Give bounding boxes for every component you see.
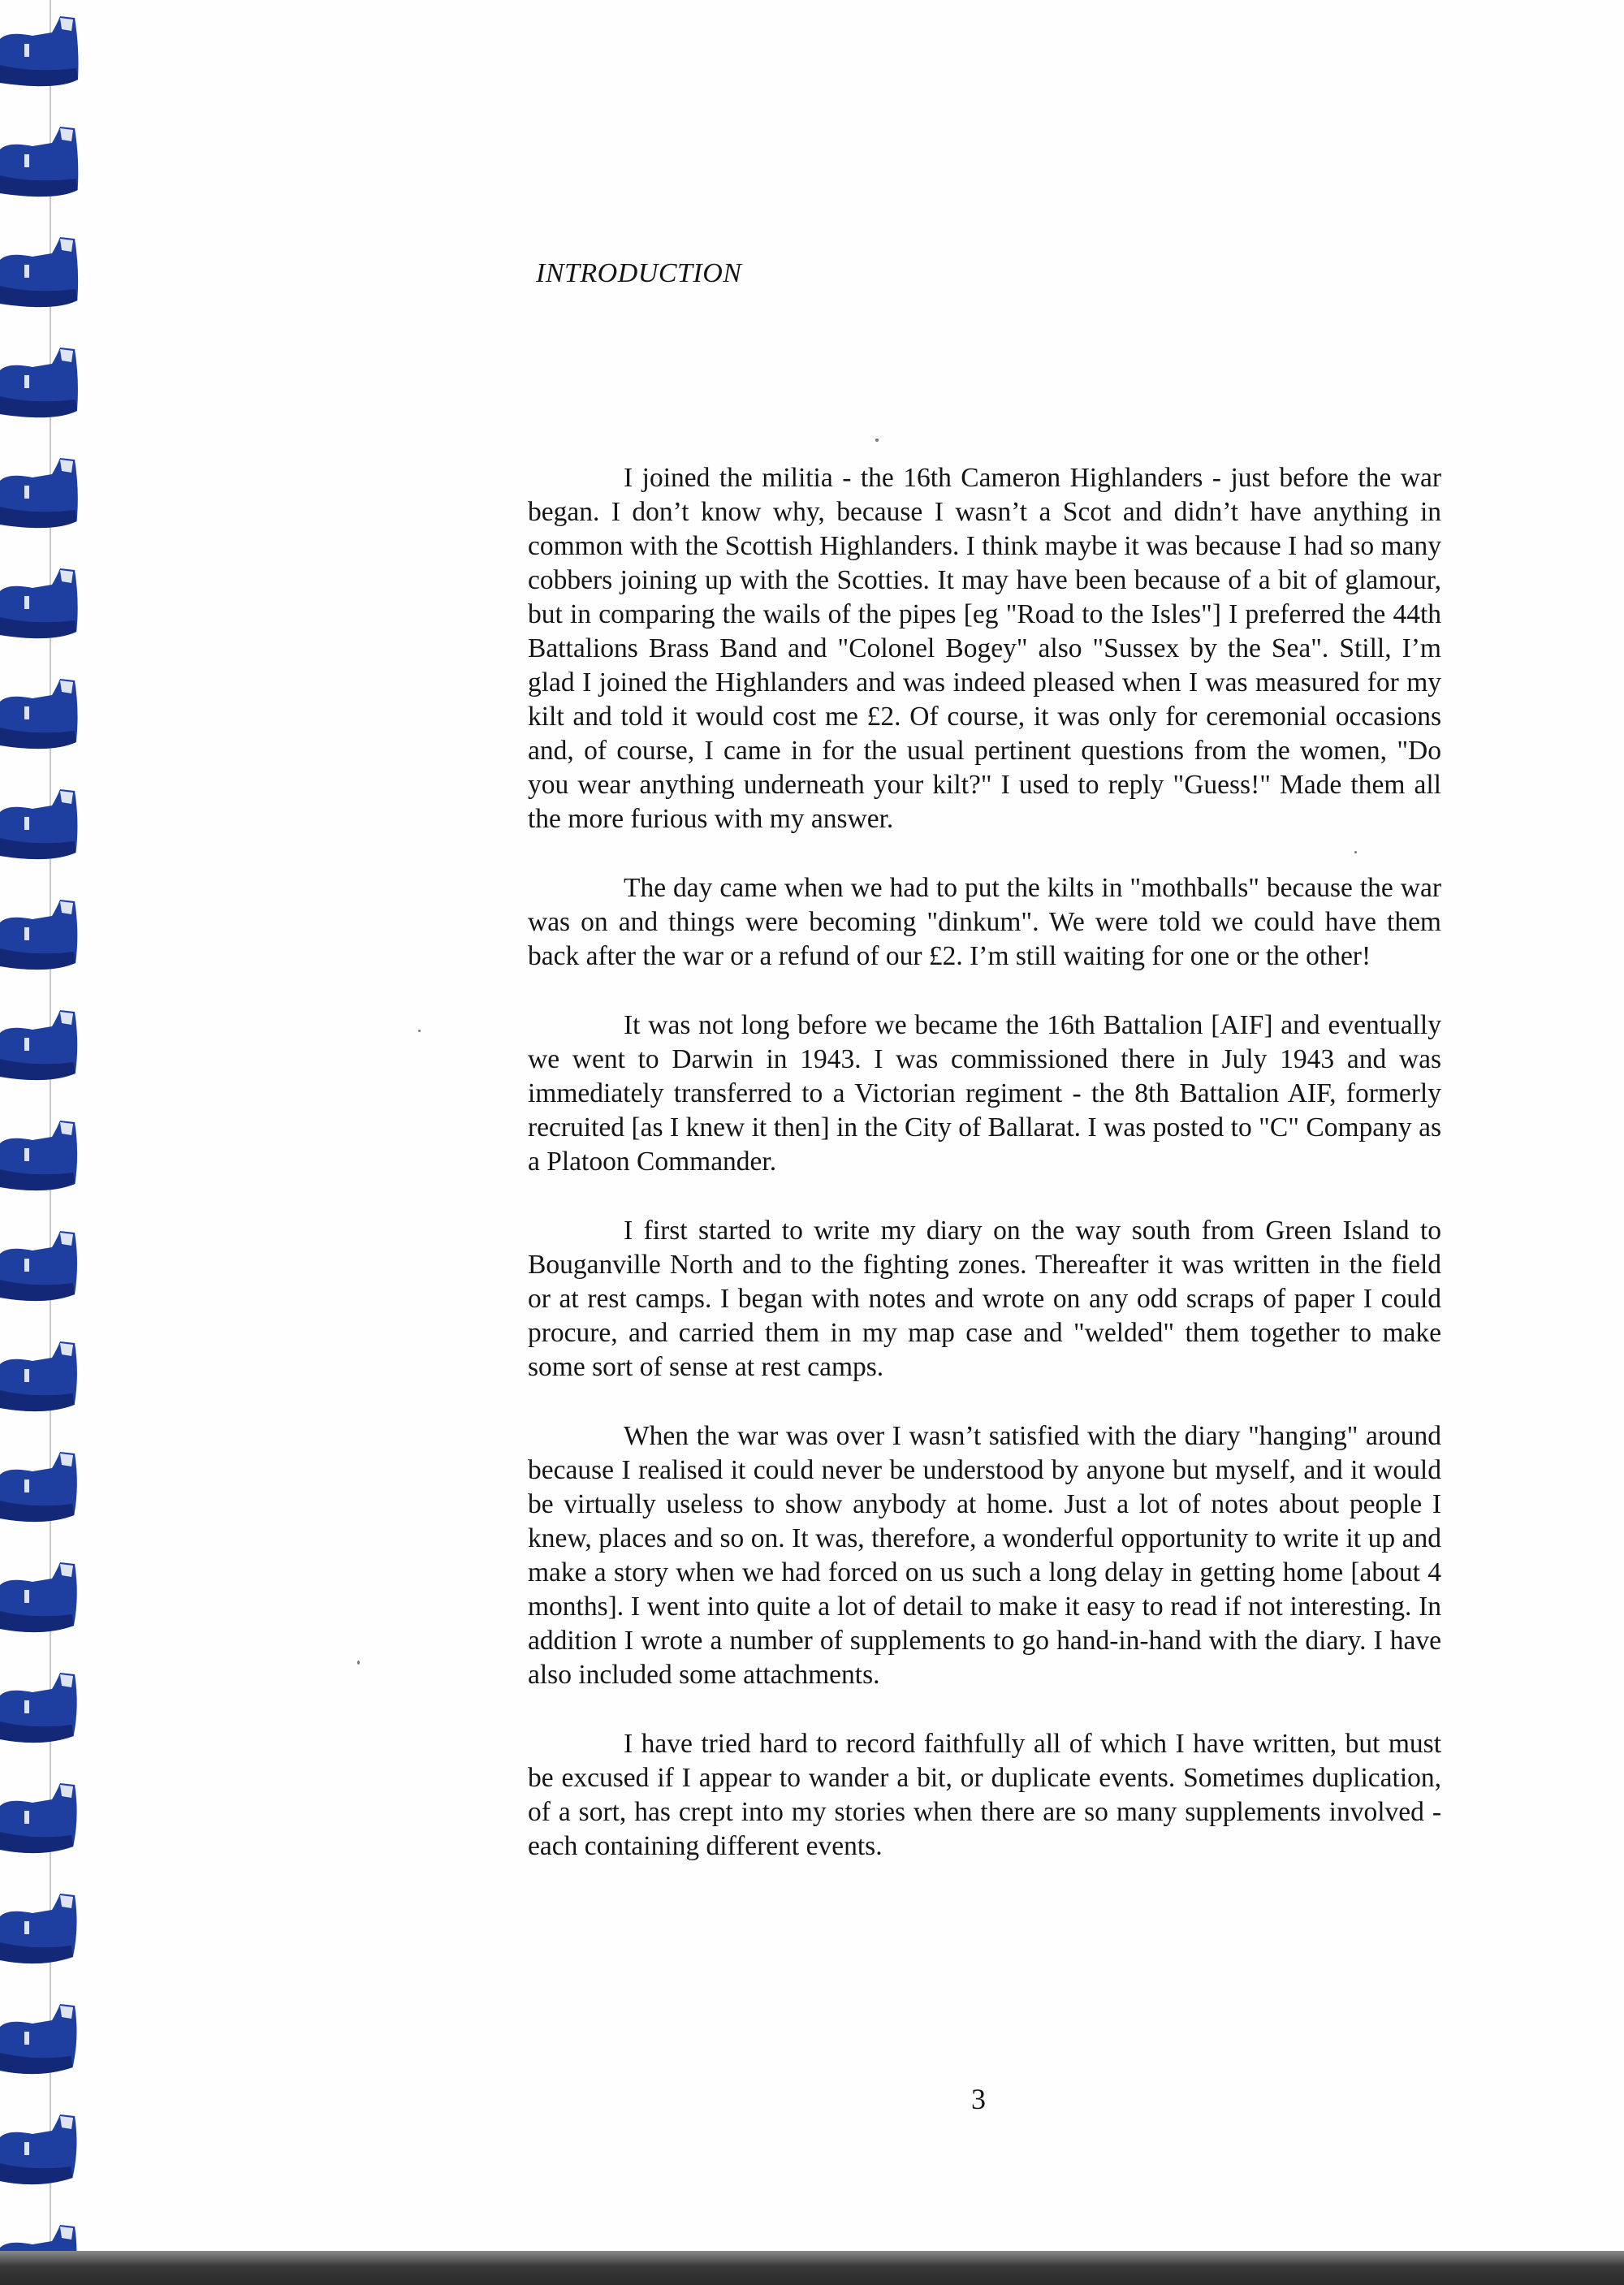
binding-coil (0, 789, 77, 859)
binding-coil (0, 1452, 77, 1522)
binding-coil (0, 1562, 77, 1632)
binding-coil (0, 1341, 77, 1411)
paragraph: I first started to write my diary on the way south from Green Island to Bouganville North and to the fighting zones. Thereafter it was written in the field or at rest camps. I began with notes and wrote on any odd scraps of paper I could procure, and carried them in my map case and "welded" them together to make some sort of sense at rest camps. (528, 1216, 1441, 1382)
binding-coil (0, 2004, 76, 2074)
paper-speck (1354, 851, 1357, 853)
paper-speck (357, 1661, 360, 1665)
binding-coil (0, 458, 78, 528)
paragraph: I have tried hard to record faithfully all of which I have written, but must be excused if I appear to wander a bit, or duplicate events. Sometimes duplication, of a sort, has crept into my stories when there are so many supplements involved - each containing different events. (528, 1729, 1441, 1861)
binding-coil (0, 1010, 77, 1080)
paragraph: I joined the militia - the 16th Cameron Highlanders - just before the war began. I don’t know why, because I wasn’t a Scot and didn’t have anything in common with the Scottish Highlanders. I think maybe it was because I had so many cobbers joining up with the Scotties. It may have been because of a bit of glamour, but in comparing the wails of the pipes [eg "Road to the Isles"] I preferred the 44th Battalions Brass Band and "Colonel Bogey" also "Sussex by the Sea". Still, I’m glad I joined the Highlanders and was indeed pleased when I was measured for my kilt and told it would cost me £2. Of course, it was only for ceremonial occasions and, of course, I came in for the usual pertinent questions from the women, "Do you wear anything underneath your kilt?" I used to reply "Guess!" Made them all the more furious with my answer. (528, 463, 1441, 834)
paragraph: When the war was over I wasn’t satisfied with the diary "hanging" around because I realised it could never be understood by anyone but myself, and it would be virtually useless to show anybody at home. Just a lot of notes about people I knew, places and so on. It was, therefore, a wonderful opportunity to write it up and make a story when we had forced on us such a long delay in getting home [about 4 months]. I went into quite a lot of detail to make it easy to read if not interesting. In addition I wrote a number of supplements to go hand-in-hand with the diary. I have also included some attachments. (528, 1421, 1441, 1690)
body-text (528, 461, 1441, 1898)
binding-coil (0, 348, 78, 417)
binding-coil (0, 1783, 77, 1853)
binding-coil (0, 2114, 76, 2184)
spiral-binding (0, 0, 106, 2285)
paper-speck (875, 438, 879, 442)
spiral-binding-graphic (0, 0, 106, 2285)
paper-speck (418, 1030, 421, 1032)
binding-coil (0, 1231, 77, 1301)
binding-coil (0, 127, 78, 197)
binding-coil (0, 1894, 77, 1963)
binding-coil (0, 1673, 77, 1743)
binding-coil (0, 568, 78, 638)
section-heading: INTRODUCTION (536, 258, 742, 288)
page-edge-shadow (0, 2251, 1624, 2285)
binding-coil (0, 900, 77, 970)
binding-coil (0, 16, 79, 86)
paragraph: The day came when we had to put the kilts in "mothballs" because the war was on and things were becoming "dinkum". We were told we could have them back after the war or a refund of our £2. I’m still waiting for one or the other! (528, 873, 1441, 971)
binding-coil (0, 679, 78, 749)
page-number: 3 (971, 2083, 986, 2115)
binding-coil (0, 237, 78, 307)
paragraph: It was not long before we became the 16th Battalion [AIF] and eventually we went to Darwin in 1943. I was commissioned there in July 1943 and was immediately transferred to a Victorian regiment - the 8th Battalion AIF, formerly recruited [as I knew it then] in the City of Ballarat. I was posted to "C" Company as a Platoon Commander. (528, 1010, 1441, 1177)
binding-coil (0, 1121, 77, 1190)
